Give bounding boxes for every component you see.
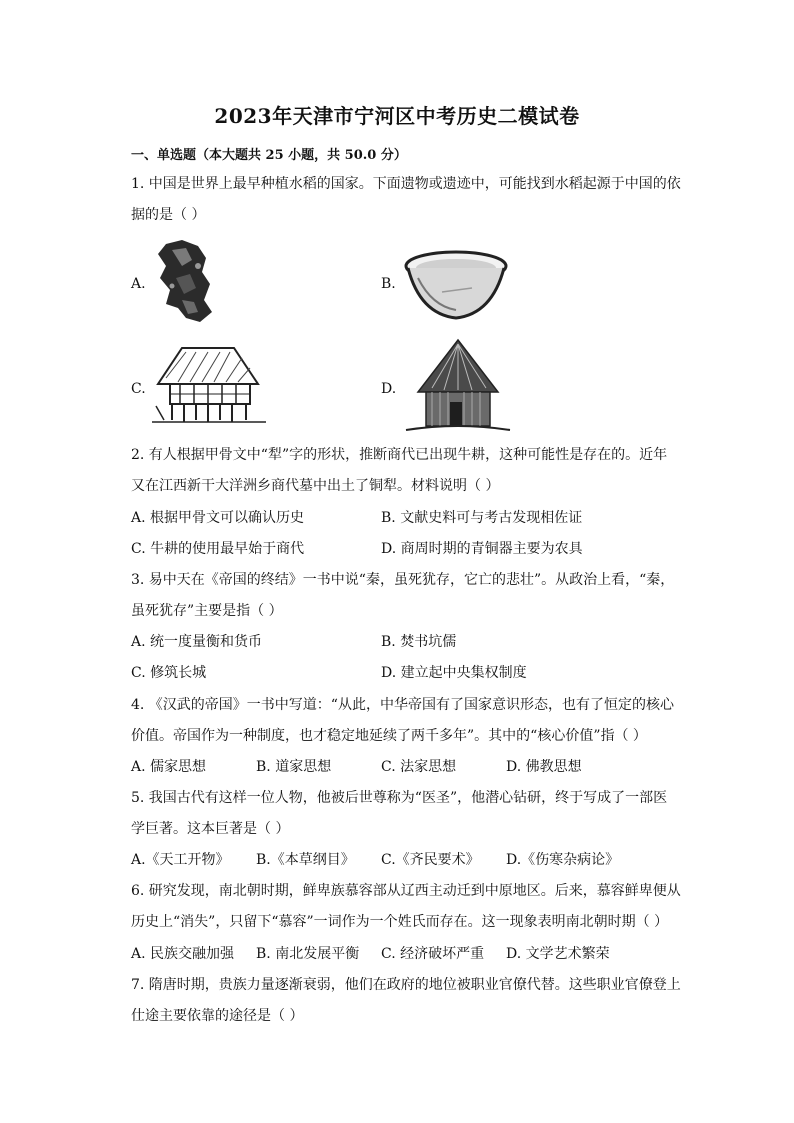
q3-option-c[interactable]: C. 修筑长城 (131, 665, 207, 681)
q2-option-a[interactable]: A. 根据甲骨文可以确认历史 (131, 510, 305, 526)
q6-option-b[interactable]: B. 南北发展平衡 (256, 946, 360, 962)
q2-option-b[interactable]: B. 文献史料可与考古发现相佐证 (381, 510, 583, 526)
section-heading: 一、单选题（本大题共 25 小题，共 50.0 分） (131, 148, 407, 163)
q3-option-a[interactable]: A. 统一度量衡和货币 (131, 634, 263, 650)
q3-stem-line2: 虽死犹存”主要是指（ ） (131, 603, 283, 619)
q3-option-b[interactable]: B. 焚书坑儒 (381, 634, 457, 650)
q5-option-c[interactable]: C.《齐民要术》 (381, 852, 480, 868)
charred-rice-remains-icon (152, 238, 222, 326)
q4-stem-line2: 价值。帝国作为一种制度，也才稳定地延续了两千多年”。其中的“核心价值”指（ ） (131, 728, 647, 744)
q6-stem-line1: 6. 研究发现，南北朝时期，鲜卑族慕容部从辽西主动迁到中原地区。后来，慕容鲜卑便从 (131, 883, 681, 899)
q3-option-d[interactable]: D. 建立起中央集权制度 (381, 665, 527, 681)
q7-stem-line2: 仕途主要依靠的途径是（ ） (131, 1008, 304, 1024)
q6-stem-line2: 历史上“消失”，只留下“慕容”一词作为一个姓氏而存在。这一现象表明南北朝时期（ ） (131, 914, 669, 930)
q4-option-d[interactable]: D. 佛教思想 (506, 759, 582, 775)
q2-stem-line2: 又在江西新干大洋洲乡商代墓中出土了铜犁。材料说明（ ） (131, 478, 500, 494)
q6-option-d[interactable]: D. 文学艺术繁荣 (506, 946, 610, 962)
q5-stem-line2: 学巨著。这本巨著是（ ） (131, 821, 290, 837)
q4-option-a[interactable]: A. 儒家思想 (131, 759, 207, 775)
page-title: 2023年天津市宁河区中考历史二模试卷 (214, 104, 580, 128)
q6-option-c[interactable]: C. 经济破坏严重 (381, 946, 485, 962)
stilt-house-icon (150, 344, 268, 426)
q1-option-c-label: C. (131, 381, 146, 397)
q1-option-d-label: D. (381, 381, 397, 397)
q7-stem-line1: 7. 隋唐时期，贵族力量逐渐衰弱，他们在政府的地位被职业官僚代替。这些职业官僚登上 (131, 977, 681, 993)
q3-stem-line1: 3. 易中天在《帝国的终结》一书中说“秦，虽死犹存，它亡的悲壮”。从政治上看，“秦， (131, 572, 675, 588)
q1-option-b-label: B. (381, 276, 396, 292)
pottery-bowl-icon (402, 248, 510, 322)
q5-option-d[interactable]: D.《伤寒杂病论》 (506, 852, 620, 868)
q5-option-b[interactable]: B.《本草纲目》 (256, 852, 355, 868)
thatched-hut-icon (402, 338, 514, 436)
q5-option-a[interactable]: A.《天工开物》 (131, 852, 230, 868)
q5-stem-line1: 5. 我国古代有这样一位人物，他被后世尊称为“医圣”，他潜心钻研，终于写成了一部医 (131, 790, 668, 806)
q1-option-a-label: A. (131, 276, 146, 292)
q1-stem-line1: 1. 中国是世界上最早种植水稻的国家。下面遗物或遗迹中，可能找到水稻起源于中国的依 (131, 176, 681, 192)
q2-option-c[interactable]: C. 牛耕的使用最早始于商代 (131, 541, 305, 557)
q4-stem-line1: 4. 《汉武的帝国》一书中写道：“从此，中华帝国有了国家意识形态，也有了恒定的核心 (131, 697, 674, 713)
q2-stem-line1: 2. 有人根据甲骨文中“犁”字的形状，推断商代已出现牛耕，这种可能性是存在的。近年 (131, 447, 668, 463)
q2-option-d[interactable]: D. 商周时期的青铜器主要为农具 (381, 541, 583, 557)
q4-option-c[interactable]: C. 法家思想 (381, 759, 457, 775)
q4-option-b[interactable]: B. 道家思想 (256, 759, 332, 775)
q6-option-a[interactable]: A. 民族交融加强 (131, 946, 235, 962)
q1-stem-line2: 据的是（ ） (131, 207, 206, 223)
